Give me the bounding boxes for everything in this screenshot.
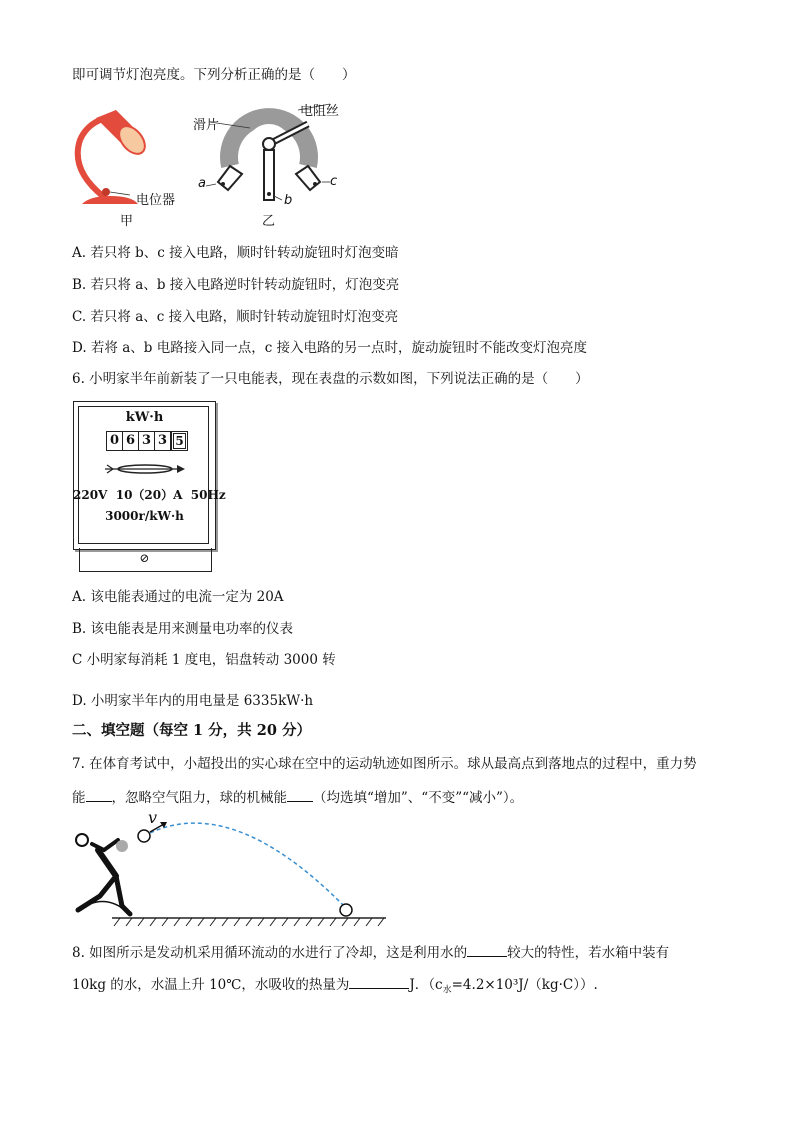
meter-spec: 220V 10（20）A 50Hz: [73, 488, 226, 502]
q6-option-d: D. 小明家半年内的用电量是 6335kW·h: [72, 693, 314, 709]
pivot: [263, 138, 275, 150]
lamp-arm: [78, 120, 104, 197]
q8-text-e: =4.2×10³J/（kg·C））.: [451, 977, 598, 993]
caption-yi: 乙: [262, 214, 276, 229]
q7-blank-1[interactable]: [86, 787, 112, 802]
q8-line2: [72, 974, 598, 1000]
q8-text-b: 较大的特性，若水箱中装有: [507, 945, 670, 961]
caption-jia: 甲: [120, 214, 134, 229]
label-terminal-a: a: [198, 176, 206, 191]
meter-screw-icon: ⊘: [139, 551, 150, 565]
label-slider: 滑片: [193, 118, 220, 133]
ball-landing: [340, 904, 352, 916]
q6-option-a: A. 该电能表通过的电流一定为 20A: [72, 589, 284, 605]
q7-line1: 7. 在体育考试中，小超投出的实心球在空中的运动轨迹如图所示。球从最高点到落地点的过程中，重力势: [72, 756, 697, 772]
ball-trajectory: [144, 823, 346, 908]
q5-option-c: C. 若只将 a、c 接入电路，顺时针转动旋钮时灯泡变亮: [72, 309, 399, 325]
q5-option-b: B. 若只将 a、b 接入电路逆时针转动旋钮时，灯泡变亮: [72, 277, 400, 293]
shotput-figure: [70, 810, 390, 930]
label-terminal-c: c: [330, 174, 338, 189]
meter-digit-decimal: 5: [173, 433, 186, 449]
q8-line1: [72, 942, 669, 962]
ball-release: [138, 830, 150, 842]
q8-text-a: 8. 如图所示是发动机采用循环流动的水进行了冷却，这是利用水的: [72, 945, 468, 961]
q7-text-b: ，忽略空气阻力，球的机械能: [111, 790, 287, 806]
meter-unit: kW·h: [125, 410, 164, 425]
label-resistance-wire: 电阻丝: [300, 104, 340, 119]
velocity-label: v: [148, 808, 158, 827]
section2-heading: 二、填空题（每空 1 分，共 20 分）: [72, 722, 311, 739]
terminal-b: [264, 150, 274, 200]
q7-blank-2[interactable]: [287, 787, 313, 802]
meter-digit: 0: [106, 431, 123, 451]
q7-text-a: 能: [72, 790, 86, 806]
q8-text-d: J．（c: [409, 977, 443, 993]
label-terminal-b: b: [284, 193, 293, 208]
meter-digits: [106, 431, 186, 451]
terminal-a: [218, 166, 242, 190]
q5-option-a: A. 若只将 b、c 接入电路，顺时针转动旋钮时灯泡变暗: [72, 245, 399, 261]
q6-option-b: B. 该电能表是用来测量电功率的仪表: [72, 621, 294, 637]
q6-stem: 6. 小明家半年前新装了一只电能表，现在表盘的示数如图，下列说法正确的是（ ）: [72, 371, 589, 387]
electricity-meter: [73, 401, 226, 572]
q8-blank-1[interactable]: [467, 942, 507, 957]
q7-text-c: （均选填“增加”、“不变”“减小”）。: [313, 790, 524, 806]
meter-rate: 3000r/kW·h: [105, 509, 184, 523]
label-potentiometer: 电位器: [136, 193, 176, 208]
q8-text-c: 10kg 的水，水温上升 10℃，水吸收的热量为: [72, 977, 350, 993]
meter-disc-arrow: [103, 461, 187, 477]
lamp-base: [82, 196, 138, 204]
terminal-c: [296, 166, 320, 190]
intro-line: 即可调节灯泡亮度。下列分析正确的是（ ）: [72, 67, 356, 83]
meter-digit: 3: [155, 431, 171, 451]
q7-line2: [72, 787, 523, 807]
ball-shadow: [116, 840, 128, 852]
q8-subscript-water: 水: [442, 985, 452, 996]
meter-digit: 6: [123, 431, 139, 451]
potentiometer-knob: [102, 188, 110, 196]
q5-option-d: D. 若将 a、b 电路接入同一点，c 接入电路的另一点时，旋动旋钮时不能改变灯泡亮度: [72, 340, 588, 356]
q6-option-c: C 小明家每消耗 1 度电，铝盘转动 3000 转: [72, 652, 336, 668]
q8-blank-2[interactable]: [349, 974, 409, 989]
meter-digit: 3: [139, 431, 155, 451]
